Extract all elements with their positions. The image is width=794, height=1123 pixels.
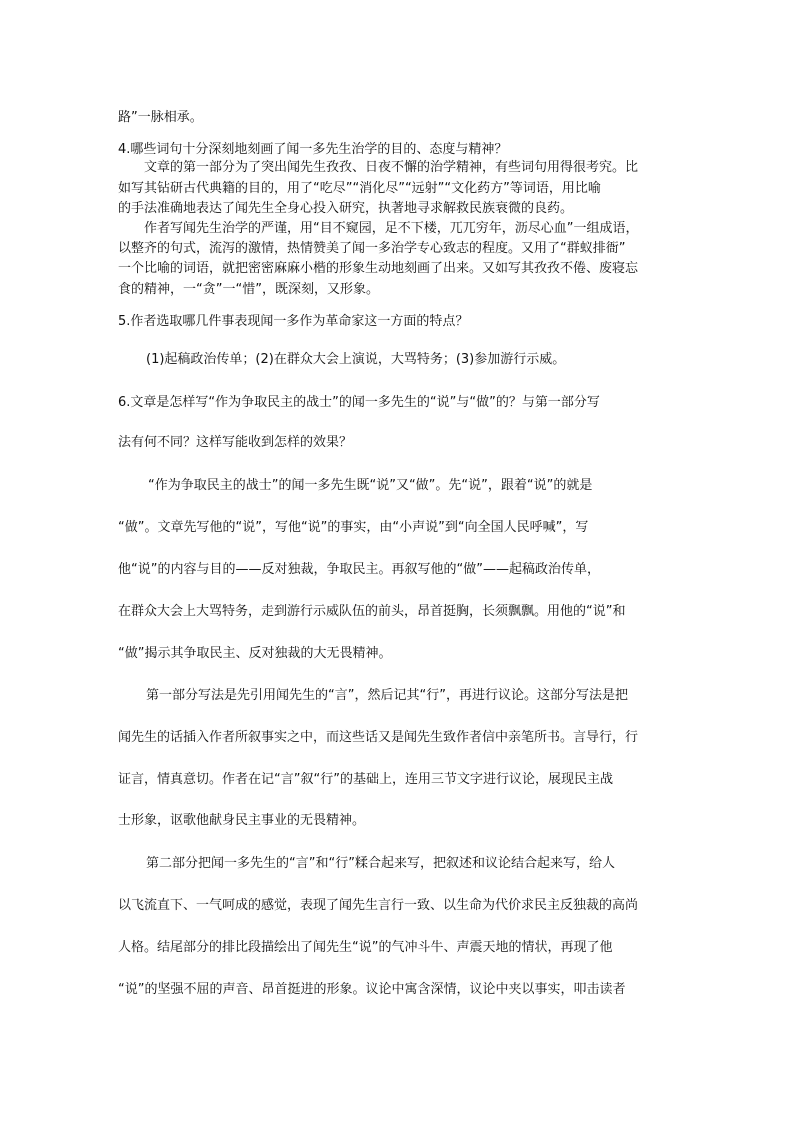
text-line: 文章的第一部分为了突出闻先生孜孜、日夜不懈的治学精神，有些词句用得很考究。比 <box>144 160 639 175</box>
question-4: 4.哪些词句十分深刻地刻画了闻一多先生治学的目的、态度与精神？ <box>118 142 508 157</box>
text-line: 他“说”的内容与目的——反对独裁，争取民主。再叙写他的“做”——起稿政治传单， <box>118 562 600 577</box>
text-line: 食的精神，一“贪”一“惜”，既深刻，又形象。 <box>118 282 379 297</box>
text-line: “作为争取民主的战士”的闻一多先生既“说”又“做”。先“说”，跟着“说”的就是 <box>148 478 593 493</box>
text-line: 的手法准确地表达了闻先生全身心投入研究，执著地寻求解救民族衰微的良药。 <box>118 201 574 216</box>
text-line: 闻先生的话插入作者所叙事实之中，而这些话又是闻先生致作者信中亲笔所书。言导行，行 <box>118 730 639 745</box>
text-line: 一个比喻的词语，就把密密麻麻小楷的形象生动地刻画了出来。又如写其孜孜不倦、废寝忘 <box>118 261 639 276</box>
text-line: 第二部分把闻一多先生的“言”和“行”糅合起来写，把叙述和议论结合起来写，给人 <box>146 856 615 871</box>
text-line: 在群众大会上大骂特务，走到游行示威队伍的前头，昂首挺胸，长须飘飘。用他的“说”和 <box>118 604 626 619</box>
answer-5: (1)起稿政治传单；(2)在群众大会上演说，大骂特务；(3)参加游行示威。 <box>146 352 566 367</box>
question-6: 6.文章是怎样写“作为争取民主的战士”的闻一多先生的“说”与“做”的？与第一部分写 <box>118 395 600 410</box>
text-line: “说”的坚强不屈的声音、昂首挺进的形象。议论中寓含深情，议论中夹以事实，叩击读者 <box>118 982 626 997</box>
text-line: 人格。结尾部分的排比段描绘出了闻先生“说”的气冲斗牛、声震天地的情状，再现了他 <box>118 940 613 955</box>
text-line: 作者写闻先生治学的严谨，用“目不窥园，足不下楼，兀兀穷年，沥尽心血”一组成语， <box>144 221 639 236</box>
text-line: 第一部分写法是先引用闻先生的“言”，然后记其“行”，再进行议论。这部分写法是把 <box>146 688 628 703</box>
text-line: 以飞流直下、一气呵成的感觉，表现了闻先生言行一致、以生命为代价求民主反独裁的高尚 <box>118 898 639 913</box>
question-5: 5.作者选取哪几件事表现闻一多作为革命家这一方面的特点？ <box>118 314 469 329</box>
text-line: 士形象，讴歌他献身民主事业的无畏精神。 <box>118 813 366 828</box>
text-line: 证言，情真意切。作者在记“言”叙“行”的基础上，连用三节文字进行议论，展现民主战 <box>118 772 613 787</box>
text-line: “做”。文章先写他的“说”，写他“说”的事实，由“小声说”到“向全国人民呼喊”，写 <box>118 520 589 535</box>
text-line: “做”揭示其争取民主、反对独裁的大无畏精神。 <box>118 646 392 661</box>
question-6-cont: 法有何不同？这样写能收到怎样的效果？ <box>118 435 353 450</box>
text-line: 如写其钻研古代典籍的目的，用了“吃尽”“消化尽”“远射”“文化药方”等词语，用比喻 <box>118 181 601 196</box>
text-line: 以整齐的句式，流泻的激情，热情赞美了闻一多治学专心致志的程度。又用了“群蚁排衙” <box>118 241 626 256</box>
text-line: 路”一脉相承。 <box>118 110 203 125</box>
